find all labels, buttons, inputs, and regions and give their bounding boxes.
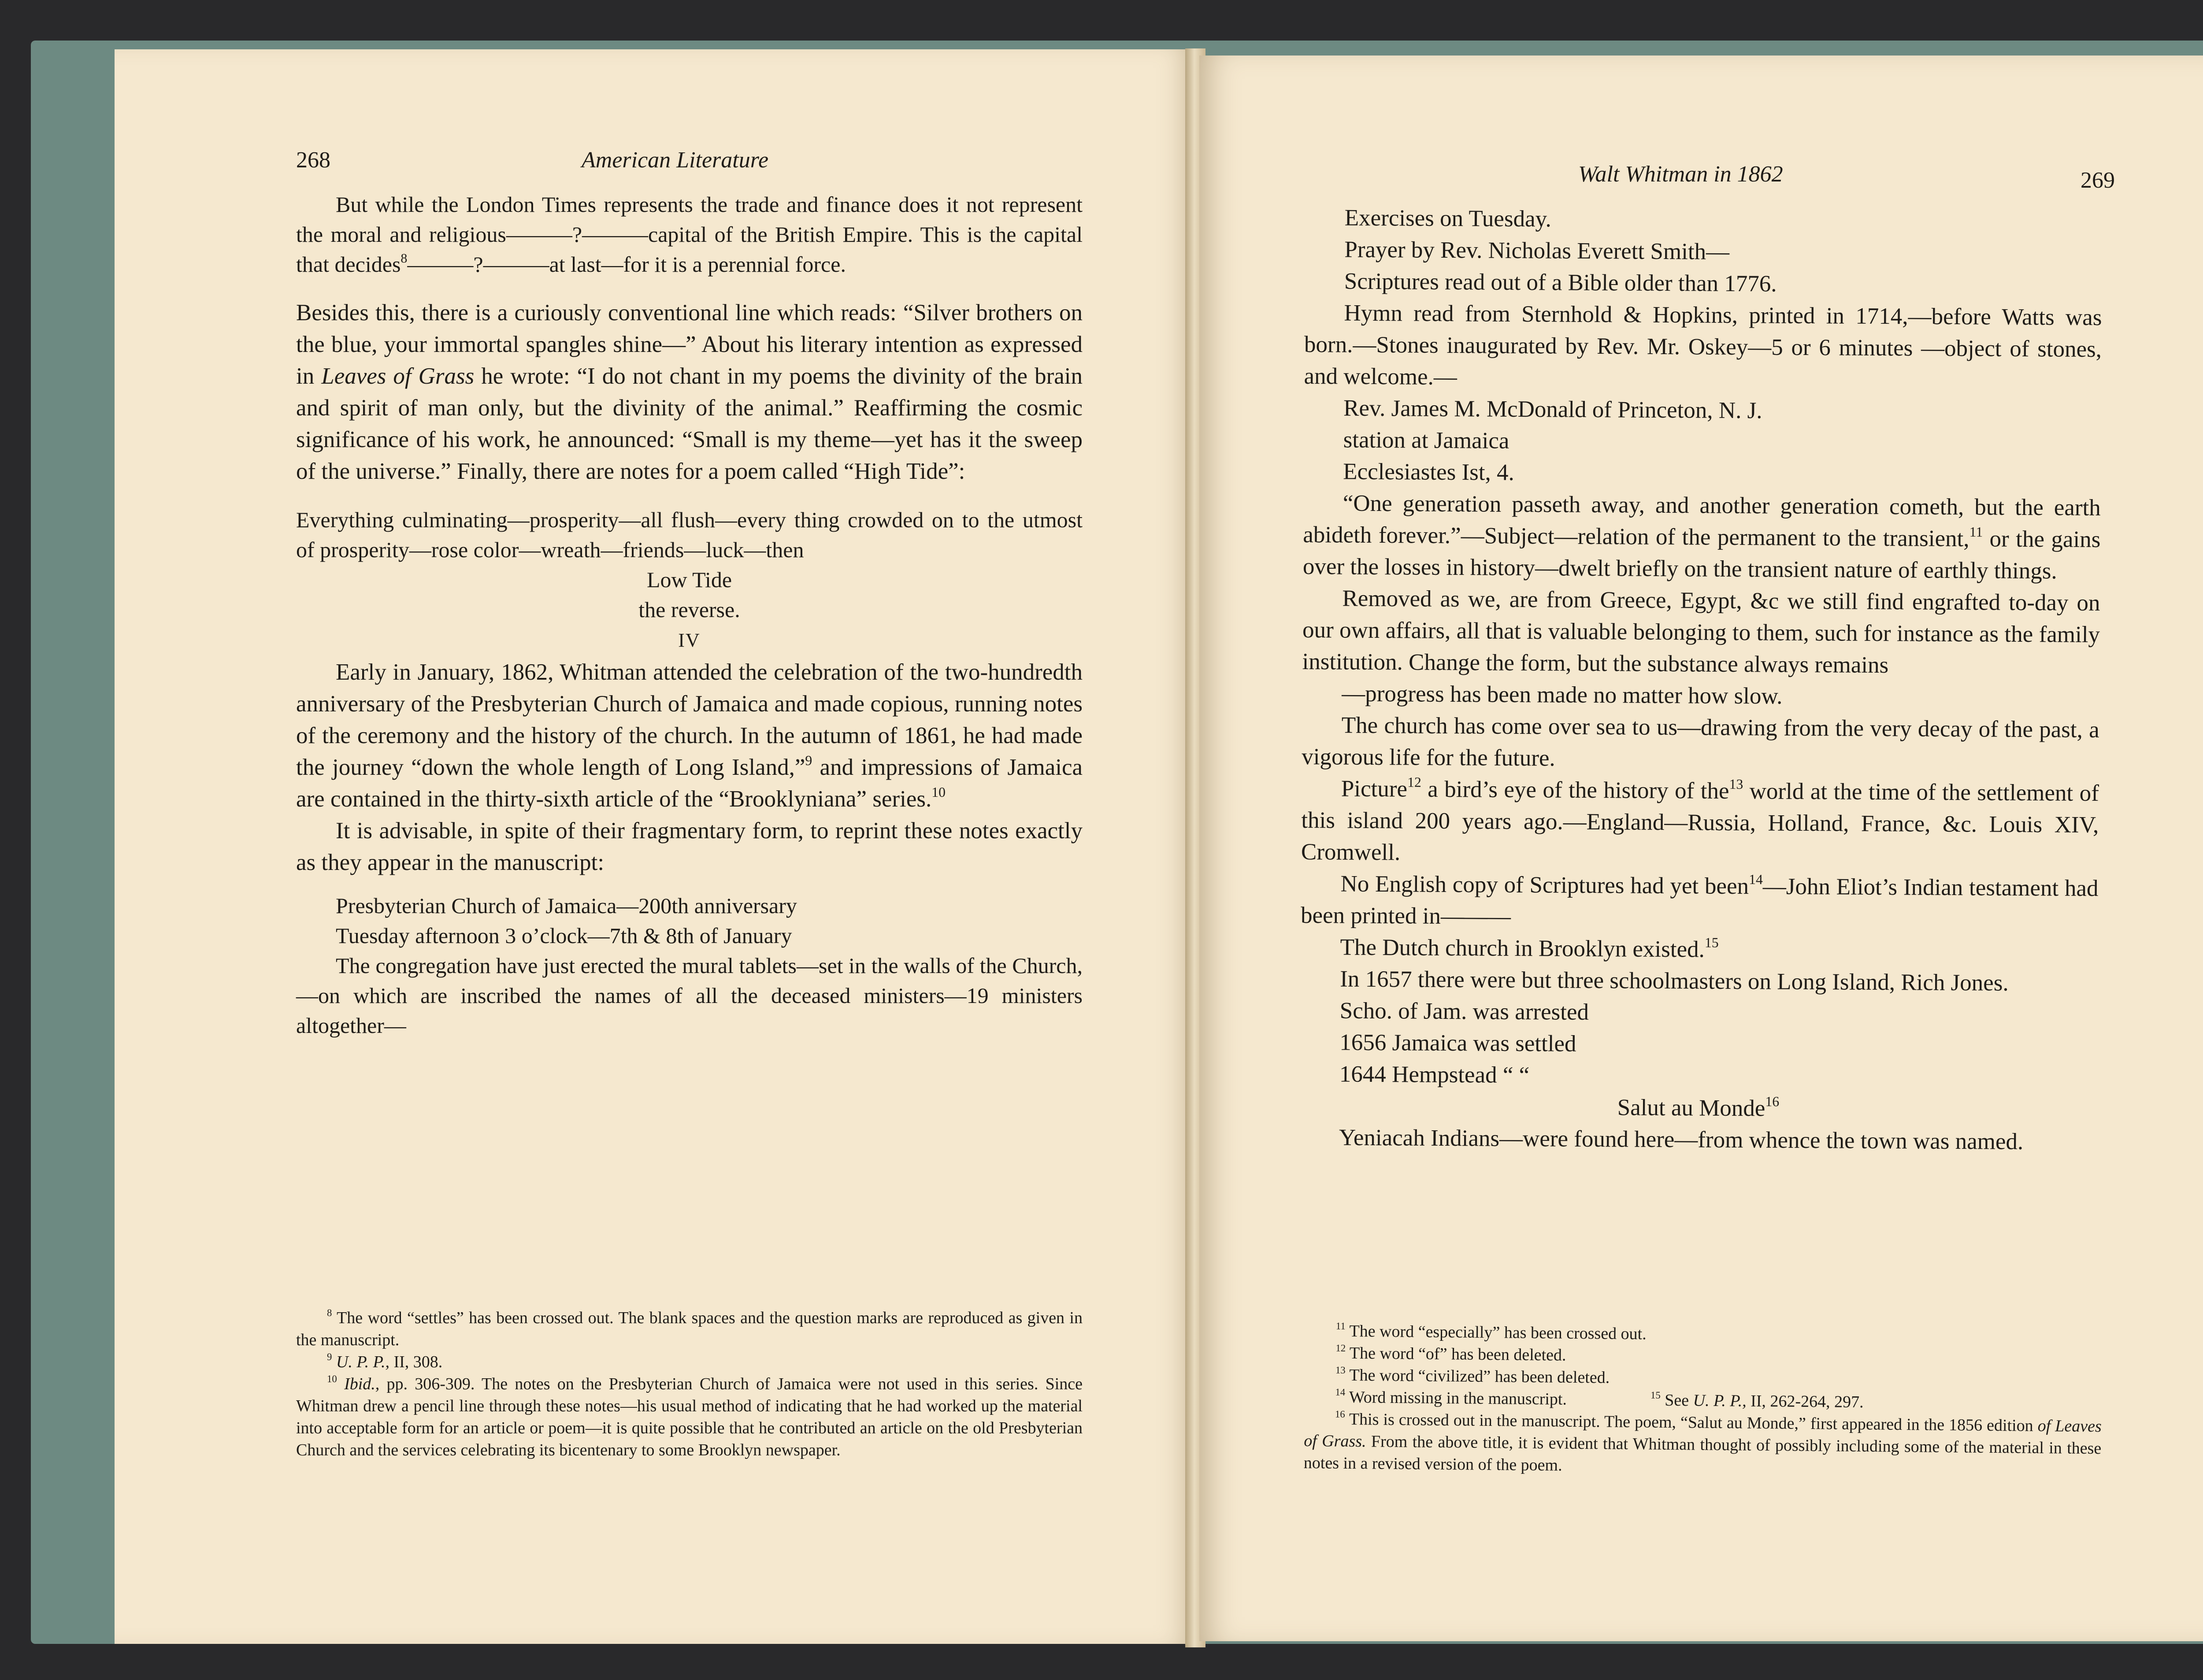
manuscript-line: The Dutch church in Brooklyn existed.$^{15}$	[1340, 934, 1719, 962]
manuscript-line: Scriptures read out of a Bible older than 1776.	[1344, 268, 1777, 297]
right-page-number: 269	[2081, 168, 2115, 193]
footnote-ref-12: 12	[1407, 774, 1421, 790]
paragraph-advisable: It is advisable, in spite of their fragmentary form, to reprint these notes exactly as they appear in the manuscript:	[296, 818, 1083, 875]
manuscript-line: Hymn read from Sternhold & Hopkins, printed in 1714,—before Watts was born.—Stones inaugurated by Rev. Mr. Oskey—5 or 6 minutes —object of stones, and welcome.—	[1304, 300, 2102, 390]
manuscript-line: “One generation passeth away, and another generation cometh, but the earth abideth forever.”—Subject—relation of the permanent to the transient,$^{11}$ or the gains over the losses in history—dwelt briefly on the transient nature of earthly things.	[1302, 490, 2101, 584]
paragraph-london-times: But while the London Times represents the trade and finance does it not represent the moral and religious———?———capital of the British Empire. This is the capital that decides$^8$———?———at last—for it is a perennial force.	[296, 192, 1083, 277]
subheading-salut-au-monde: Salut au Monde$^{16}$	[1617, 1094, 1780, 1121]
left-body	[296, 189, 1083, 1040]
footnote-9: $^9$ U. P. P., II, 308.	[327, 1351, 443, 1371]
manuscript-line: No English copy of Scriptures had yet been$^{14}$—John Eliot’s Indian testament had been printed in———	[1300, 871, 2099, 929]
right-running-head: Walt Whitman in 1862	[1578, 162, 1783, 187]
high-tide-quote: Everything culminating—prosperity—all flush—every thing crowded on to the utmost of prosperity—rose color—wreath—friends—luck—then	[296, 507, 1083, 562]
footnote-11: $^{11}$ The word “especially” has been crossed out.	[1335, 1320, 1647, 1343]
manuscript-line: 1644 Hempstead “ “	[1339, 1061, 1530, 1088]
high-tide-low-tide: Low Tide	[646, 567, 732, 592]
footnote-ref-11: 11	[1969, 524, 1983, 540]
right-page	[1199, 56, 2203, 1641]
footnote-ref-16: 16	[1765, 1094, 1780, 1110]
manuscript-line: 1656 Jamaica was settled	[1339, 1029, 1576, 1057]
manuscript-line: Rev. James M. McDonald of Princeton, N. J.	[1343, 395, 1762, 424]
high-tide-reverse: the reverse.	[638, 597, 740, 622]
manuscript-line: Exercises on Tuesday.	[1344, 205, 1552, 232]
footnote-13: $^{13}$ The word “civilized” has been deleted.	[1335, 1364, 1610, 1387]
left-footnotes	[296, 1307, 1083, 1461]
footnote-10: $^{10}$ Ibid., pp. 306-309. The notes on the Presbyterian Church of Jamaica were not used in this series. Since Whitman drew a pencil line through these notes—his usual method of indicating that he had worked up the material into acceptable form for an article or poem—it is quite possible that he contributed an article on the old Presbyterian Church and the services celebrating its bicentenary to some Brooklyn newspaper.	[296, 1373, 1083, 1459]
footnote-ref-8: 8	[401, 251, 408, 266]
footnote-ref-10: 10	[931, 784, 946, 800]
left-page-number: 268	[296, 148, 330, 173]
footnote-ref-15: 15	[1704, 935, 1719, 951]
right-footnotes	[1304, 1320, 2103, 1481]
manuscript-line: Ecclesiastes Ist, 4.	[1343, 459, 1514, 485]
manuscript-line: The congregation have just erected the mural tablets—set in the walls of the Church,—on which are inscribed the names of all the deceased ministers—19 ministers altogether—	[296, 953, 1083, 1038]
left-running-head: American Literature	[582, 148, 769, 173]
manuscript-line: Yeniacah Indians—were found here—from whence the town was named.	[1339, 1125, 2024, 1155]
manuscript-line: In 1657 there were but three schoolmasters on Long Island, Rich Jones.	[1340, 966, 2009, 996]
right-body	[1299, 202, 2103, 1158]
manuscript-line: Presbyterian Church of Jamaica—200th anniversary	[336, 893, 797, 918]
footnote-12: $^{12}$ The word “of” has been deleted.	[1335, 1342, 1566, 1365]
manuscript-line: Prayer by Rev. Nicholas Everett Smith—	[1344, 237, 1730, 265]
footnote-8: $^8$ The word “settles” has been crossed out. The blank spaces and the question marks are reproduced as given in the manuscript.	[296, 1307, 1083, 1349]
left-page	[115, 49, 1190, 1644]
footnote-ref-13: 13	[1729, 776, 1743, 792]
manuscript-line: —progress has been made no matter how slow.	[1342, 681, 1783, 709]
paragraph-besides: Besides this, there is a curiously conventional line which reads: “Silver brothers on the blue, your immortal spangles shine—” About his literary intention as expressed in Leaves of Grass he wrote: “I do not chant in my poems the divinity of the brain and spirit of man only, but the divinity of the animal.” Reaffirming the cosmic significance of his work, he announced: “Small is my theme—yet has it the sweep of the universe.” Finally, there are notes for a poem called “High Tide”:	[296, 300, 1083, 484]
manuscript-line: Scho. of Jam. was arrested	[1339, 998, 1589, 1025]
paragraph-january-1862: Early in January, 1862, Whitman attended the celebration of the two-hundredth anniversary of the Presbyterian Church of Jamaica and made copious, running notes of the ceremony and the history of the church. In the autumn of 1861, he had made the journey “down the whole length of Long Island,”$^9$ and impressions of Jamaica are contained in the thirty-sixth article of the “Brooklyniana” series.$^{10}$	[296, 659, 1083, 812]
footnote-ref-9: 9	[805, 752, 812, 768]
manuscript-line: station at Jamaica	[1343, 427, 1509, 454]
manuscript-line: Tuesday afternoon 3 o’clock—7th & 8th of January	[336, 923, 792, 948]
footnote-16: $^{16}$ This is crossed out in the manuscript. The poem, “Salut au Monde,” first appeared in the 1856 edition of Leaves of Grass. From the above title, it is evident that Whitman thought of possibly including some of the material in these notes in a revised version of the poem.	[1303, 1408, 2102, 1475]
manuscript-line: Removed as we, are from Greece, Egypt, &c we still find engrafted to-day on our own affairs, all that is valuable belonging to them, such for instance as the family institution. Change the form, but the substance always remains	[1302, 585, 2100, 678]
manuscript-line: Picture$^{12}$ a bird’s eye of the history of the$^{13}$ world at the time of the settlement of this island 200 years ago.—England—Russia, Holland, France, &c. Louis XIV, Cromwell.	[1301, 774, 2099, 866]
footnote-ref-14: 14	[1749, 871, 1763, 888]
footnote-14-15: $^{14}$ Word missing in the manuscript. $^{15}$ See U. P. P., II, 262-264, 297.	[1335, 1386, 1864, 1412]
manuscript-line: The church has come over sea to us—drawing from the very decay of the past, a vigorous life for the future.	[1302, 712, 2099, 771]
section-number: IV	[678, 629, 701, 651]
